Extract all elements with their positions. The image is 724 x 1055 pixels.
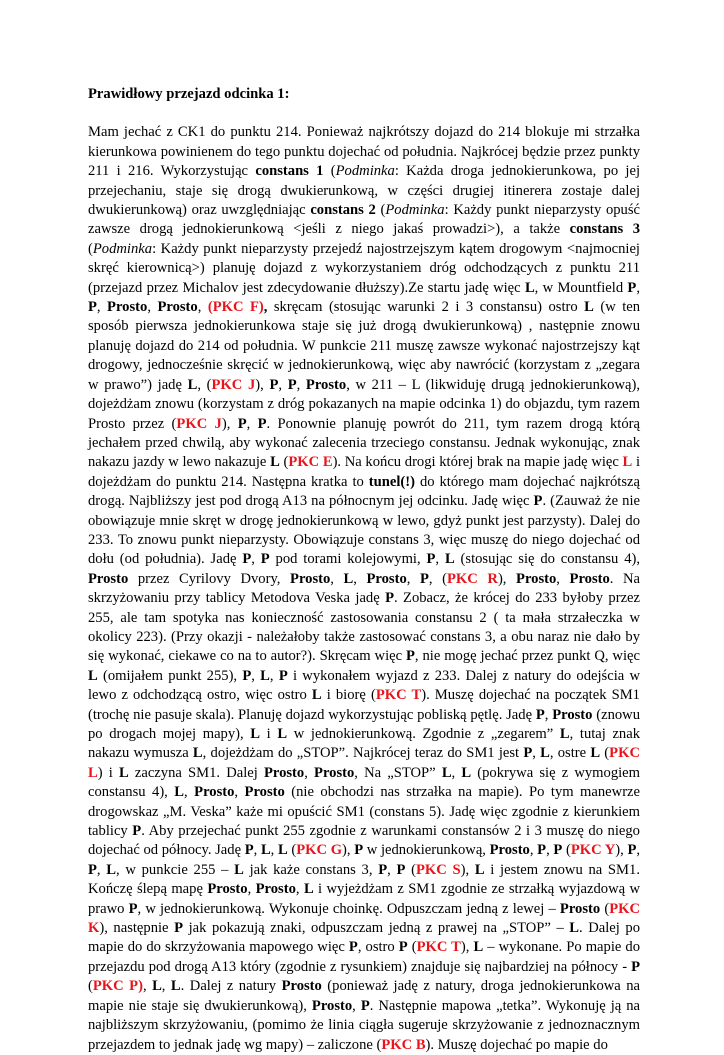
text-run: ),: [460, 861, 475, 878]
bold-run: L: [311, 687, 322, 704]
text-run: ,: [353, 570, 367, 587]
bold-run: P: [88, 861, 97, 878]
bold-run: P: [398, 939, 408, 956]
text-run: . Dalej z natury: [180, 978, 282, 995]
bold-run: L: [277, 842, 288, 859]
text-run: ,: [246, 415, 258, 432]
text-run: i dojeżdżam do punktu 214. Następna kratka to: [88, 454, 641, 490]
text-run: ,: [251, 551, 261, 568]
bold-run: L: [569, 920, 580, 937]
text-run: ),: [460, 939, 474, 956]
bold-run: Prosto: [194, 784, 235, 801]
text-run: skręcam (stosując warunki 2 i 3 constansu) ostro: [267, 299, 585, 316]
bold-run: P: [269, 376, 279, 393]
bold-run: L: [174, 784, 185, 801]
text-run: , (: [428, 570, 448, 587]
bold-run: L: [106, 861, 117, 878]
text-run: (: [287, 842, 297, 859]
text-run: ,: [544, 706, 553, 723]
bold-run: P: [242, 551, 252, 568]
text-run: – wykonane. Po mapie do przejazdu pod drogą A13 który (zgodnie z rysunkiem) znajduje się najbardziej na północy -: [88, 939, 640, 975]
bold-run: Prosto: [489, 842, 530, 859]
bold-run: Prosto: [516, 570, 557, 587]
bold-run: P: [553, 842, 563, 859]
text-run: w jednokierunkową. Zgodnie z „zegarem”: [287, 726, 560, 742]
text-run: : Każdy punkt nieparzysty opuść zawsze drogą jednokierunkową <jeśli z niego jakaś prowadzi>), a także: [88, 202, 641, 238]
text-run: i wykonałem wyjazd z 233. Dalej z natury do odejścia w lewo z odchodzącą ostro, więc ostro: [88, 667, 641, 704]
text-run: (: [600, 900, 610, 917]
bold-run: L: [559, 726, 570, 742]
bold-run: constans 2: [310, 202, 376, 219]
text-run: , ostro: [357, 939, 399, 956]
bold-run: Prosto: [552, 706, 593, 723]
bold-run: Prosto: [157, 299, 198, 316]
text-run: ,: [278, 376, 288, 393]
text-run: jak pokazują znaki, odpuszczam jedną z prawej na „STOP” –: [183, 920, 570, 937]
text-run: . Następnie mapowa „tetka”. Wykonuję ją na najbliższym skrzyżowaniu, (pomimo że linia ciągła sugeruje skrzyżowanie z jednoznacznym przejazdem to jednak jadę wg mapy) – zaliczone (: [88, 997, 641, 1053]
text-run: do którego mam dojechać najkrótszą drogą. Najbliższy jest pod drogą A13 na północnym jej odcinku. Jadę więc: [88, 473, 641, 510]
bold-run: Prosto: [569, 570, 610, 587]
text-run: ),: [497, 570, 517, 587]
bold-run: P: [627, 279, 637, 296]
text-run: ,: [251, 667, 261, 684]
pkc-marker: PKC B: [381, 1036, 426, 1053]
bold-run: Prosto: [107, 299, 148, 316]
bold-run: ,: [263, 299, 268, 316]
bold-run: tunel(!): [368, 473, 415, 490]
text-run: przez Cyrilovy Dvory,: [128, 570, 291, 587]
text-run: . Zobacz, że krócej do 233 byłoby przez 255, ale tam spotyka nas konieczność zastosowania constansu 2 ( ta mała strzałeczka w okolicy 223). (Przy okazji - należałoby także zastosować constans 3, a obu naraz nie dało by się wykonać, ciekawe co na to autor?). Skręcam więc: [88, 590, 640, 665]
text-run: (ponieważ jadę z natury, droga jednokierunkowa na mapie nie staje się dwukierunkową),: [88, 978, 641, 1014]
text-run: (: [88, 978, 93, 995]
text-run: ,: [197, 299, 208, 316]
bold-run: P: [523, 745, 533, 762]
text-run: Mam jechać z CK1 do punktu 214. Ponieważ najkrótszy dojazd do 214 blokuje mi strzałka kierunkowa powinienem do tego punktu dojechać od południa. Najkrócej będzie przez punkty 211 i 216. Wykorzystując: [88, 124, 640, 180]
italic-run: Podminka: [385, 202, 445, 219]
bold-run: P: [128, 900, 138, 917]
text-run: , w punkcie 255 –: [116, 861, 235, 878]
text-run: , w Mountfield: [534, 279, 628, 296]
text-run: ) i: [97, 764, 119, 781]
pkc-marker: PKC Y: [570, 842, 616, 859]
text-run: ,: [330, 570, 344, 587]
pkc-marker: PKC G: [296, 842, 343, 859]
text-run: (stosując się do constansu 4),: [454, 551, 641, 568]
text-run: ,: [529, 842, 538, 859]
text-run: i jestem znowu na SM1. Kończę ślepą mapę: [88, 861, 640, 898]
pkc-marker: PKC J: [211, 376, 256, 393]
bold-run: P: [631, 958, 640, 975]
bold-run: P: [535, 706, 545, 723]
bold-run: L: [540, 745, 550, 762]
pkc-marker: (PKC F): [207, 299, 264, 316]
bold-run: Prosto: [559, 900, 601, 917]
bold-run: P: [420, 570, 429, 587]
pkc-marker: PKC L: [88, 745, 640, 781]
text-run: (: [279, 454, 289, 471]
bold-run: Prosto: [244, 784, 285, 801]
text-run: , ostre: [549, 745, 591, 762]
document-page: [88, 85, 640, 1055]
text-run: , w jednokierunkową. Wykonuje choinkę. Odpuszczam jedną z lewej –: [137, 900, 560, 917]
bold-run: constans 3: [569, 221, 640, 238]
text-run: ,: [295, 881, 304, 898]
bold-run: L: [260, 842, 271, 859]
bold-run: P: [287, 376, 297, 393]
bold-run: P: [257, 415, 267, 432]
text-run: ,: [387, 861, 397, 878]
bold-run: L: [277, 726, 288, 742]
bold-run: P: [242, 667, 252, 684]
italic-run: Podminka: [335, 163, 395, 180]
text-run: ,: [269, 667, 279, 684]
bold-run: L: [473, 939, 484, 956]
text-run: ,: [556, 570, 570, 587]
text-run: (: [88, 240, 93, 257]
bold-run: P: [348, 939, 358, 956]
bold-run: L: [524, 279, 535, 296]
bold-run: L: [444, 551, 455, 568]
bold-run: P: [132, 823, 142, 840]
pkc-marker: PKC S: [415, 861, 461, 878]
bold-run: Prosto: [290, 570, 331, 587]
text-run: ,: [161, 978, 171, 995]
text-run: (pokrywa się z wymogiem constansu 4),: [88, 764, 640, 801]
text-run: ,: [270, 842, 278, 859]
pkc-marker: PKC J: [176, 415, 222, 432]
bold-run: Prosto: [311, 997, 353, 1014]
text-run: (znowu po drogach mojej mapy),: [88, 706, 640, 742]
bold-run: P: [354, 842, 364, 859]
bold-run: P: [385, 590, 395, 607]
bold-run: L: [343, 570, 354, 587]
text-run: ,: [636, 279, 640, 296]
bold-run: L: [584, 299, 594, 316]
text-run: i wyjeżdżam z SM1 zgodnie ze strzałką wyjazdową w prawo: [88, 881, 641, 917]
bold-run: Prosto: [263, 764, 305, 781]
text-run: pod torami kolejowymi,: [269, 551, 427, 568]
pkc-marker: PKC T: [416, 939, 461, 956]
text-run: . Na skrzyżowaniu przy tablicy Metodova Veska jadę: [88, 570, 641, 607]
text-run: . Ponownie planuję powrót do 211, tym razem drogą którą jechałem przed chwilą, aby wykonać zalecenia trzeciego constansu. Jednak wykonując, znak nakazu jazdy w lewo nakazuje: [88, 415, 640, 471]
text-run: : Każda droga jednokierunkowa, po jej przejechaniu, staje się drogą dwukierunkową, w części drugiej itinerera zostaje dalej dwukierunkową) oraz uwzględniając: [88, 163, 641, 219]
pkc-marker: L: [622, 454, 633, 471]
text-run: : Każdy punkt nieparzysty przejedź najostrzejszym kątem drogowym <najmocniej skręć kierownicą>) planuję dojazd z wykorzystaniem dróg odchodzących z punktu 211 (przejazd przez Michalov jest zdecydowanie dłuższy).Ze startu jadę więc: [88, 240, 640, 296]
text-run: ). Muszę dojechać po mapie do: [425, 1036, 608, 1053]
text-run: , w 211 – L (likwiduję drugą jednokierunkową), dojeżdżam znowu (korzystam z dróg pokazanych na mapie odcinka 1) do objazdu, tym razem Prosto przez (: [88, 376, 640, 432]
bold-run: Prosto: [305, 376, 347, 393]
text-run: ,: [532, 745, 541, 762]
text-run: ). Muszę dojechać na początek SM1 (trochę nie pasuje skala). Planuję dojazd wykorzystując pobliską pętlę. Jadę: [88, 687, 640, 723]
section-heading: Prawidłowy przejazd odcinka 1:: [88, 86, 290, 102]
bold-run: L: [474, 861, 485, 878]
bold-run: L: [187, 376, 198, 393]
text-run: zaczyna SM1. Dalej: [128, 764, 264, 781]
bold-run: P: [360, 997, 370, 1014]
body-paragraph: [88, 123, 640, 1055]
text-run: ,: [184, 784, 195, 801]
bold-run: L: [260, 667, 270, 684]
text-run: ,: [96, 861, 107, 878]
text-run: i: [260, 726, 278, 742]
bold-run: L: [303, 881, 314, 898]
pkc-marker: PKC R: [447, 570, 498, 587]
pkc-marker: PKC P): [92, 978, 143, 995]
bold-run: L: [152, 978, 162, 995]
bold-run: P: [88, 299, 97, 316]
text-run: ,: [435, 551, 445, 568]
text-run: ,: [234, 784, 245, 801]
bold-run: P: [174, 920, 184, 937]
text-run: ,: [352, 997, 361, 1014]
text-run: ),: [221, 415, 238, 432]
text-run: . Aby przejechać punkt 255 zgodnie z warunkami constansów 2 i 3 muszę do niego dojechać od północy. Jadę: [88, 823, 640, 859]
text-run: ,: [546, 842, 554, 859]
bold-run: L: [270, 454, 280, 471]
bold-run: P: [405, 648, 415, 665]
bold-run: Prosto: [207, 881, 248, 898]
bold-run: Prosto: [314, 764, 355, 781]
text-run: (w ten sposób pierwsza jednokierunkowa staje się już drogą dwukierunkową) , następnie znowu planuję dojazd do 214 od południa. W punkcie 211 muszę zawsze wykonać najostrzejszy kąt drogowy, jednocześnie skręcić w jednokierunkową, więc aby nawrócić (korzystam z „zegara w prawo”) jadę: [88, 299, 641, 393]
text-run: ,: [147, 299, 158, 316]
text-run: (omijałem punkt 255),: [97, 667, 243, 684]
text-run: ),: [255, 376, 270, 393]
bold-run: P: [378, 861, 388, 878]
bold-run: P: [537, 842, 547, 859]
text-run: , (: [197, 376, 212, 393]
text-run: jak każe constans 3,: [243, 861, 379, 878]
text-run: , tutaj znak nakazu wymusza: [88, 726, 641, 762]
text-run: (: [600, 745, 610, 762]
text-run: ),: [342, 842, 355, 859]
text-run: . (Zauważ że nie obowiązuje mnie skręt w drogę jednokierunkową w lewo, gdyż punkt jest parzysty). Dalej do 233. To znowu punkt nieparzysty. Obowiązuje constans 3, więc muszę do niego dojechać od dołu (od południa). Jadę: [88, 493, 640, 568]
bold-run: L: [590, 745, 601, 762]
text-run: . Dalej po mapie do do skrzyżowania mapowego więc: [88, 920, 640, 956]
bold-run: Prosto: [281, 978, 322, 995]
bold-run: P: [260, 551, 270, 568]
text-run: ,: [636, 842, 641, 859]
bold-run: Prosto: [255, 881, 296, 898]
bold-run: P: [533, 493, 543, 510]
bold-run: L: [461, 764, 472, 781]
text-run: (: [405, 861, 416, 878]
text-run: ). Na końcu drogi której brak na mapie jadę więc: [332, 454, 623, 471]
italic-run: Podminka: [92, 240, 153, 257]
pkc-marker: PKC T: [375, 687, 422, 704]
bold-run: L: [88, 667, 98, 684]
text-run: (nie obchodzi nas strzałka na mapie). Po tym manewrze drogowskaz „M. Veska” każe mi opuścić SM1 (constans 5). Jadę więc zgodnie z kierunkiem tablicy: [88, 784, 641, 840]
bold-run: P: [278, 667, 288, 684]
text-run: ,: [247, 881, 256, 898]
bold-run: P: [244, 842, 254, 859]
text-run: , Na „STOP”: [354, 764, 442, 781]
bold-run: L: [192, 745, 203, 762]
bold-run: L: [234, 861, 244, 878]
text-run: (: [562, 842, 571, 859]
text-run: w jednokierunkową,: [363, 842, 490, 859]
bold-run: L: [118, 764, 129, 781]
text-run: ), następnie: [99, 920, 175, 937]
text-run: ,: [96, 299, 108, 316]
text-run: (: [407, 939, 417, 956]
text-run: ,: [304, 764, 315, 781]
bold-run: Prosto: [366, 570, 407, 587]
bold-run: constans 1: [255, 163, 324, 180]
bold-run: Prosto: [88, 570, 129, 587]
text-run: (: [323, 163, 336, 180]
pkc-marker: PKC K: [88, 900, 640, 937]
text-run: , dojeżdżam do „STOP”. Najkrócej teraz do SM1 jest: [202, 745, 524, 762]
text-run: i biorę (: [321, 687, 376, 704]
bold-run: L: [170, 978, 181, 995]
text-run: ,: [142, 978, 153, 995]
text-run: (: [375, 202, 386, 219]
text-run: ,: [451, 764, 462, 781]
bold-run: P: [627, 842, 637, 859]
bold-run: P: [237, 415, 247, 432]
text-run: ,: [296, 376, 306, 393]
bold-run: P: [396, 861, 406, 878]
text-run: ),: [615, 842, 628, 859]
bold-run: L: [250, 726, 261, 742]
bold-run: L: [441, 764, 452, 781]
bold-run: P: [426, 551, 436, 568]
text-run: ,: [406, 570, 420, 587]
text-run: ,: [253, 842, 261, 859]
text-run: , nie mogę jechać przez punkt Q, więc: [414, 648, 640, 665]
pkc-marker: PKC E: [288, 454, 333, 471]
